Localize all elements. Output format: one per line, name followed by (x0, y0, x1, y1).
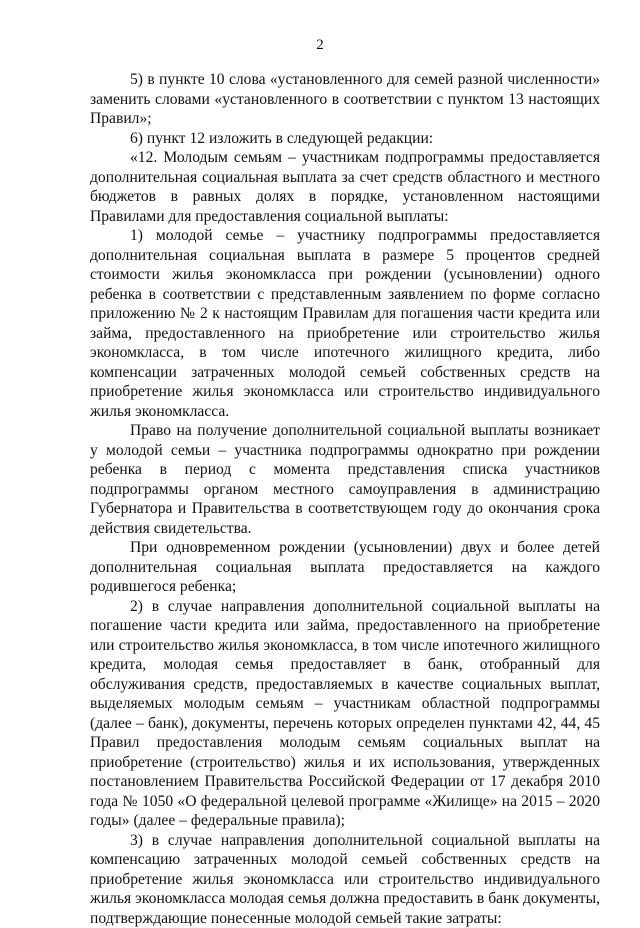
paragraph-right-to-payment: Право на получение дополнительной социальной выплаты возникает у молодой семьи – участника подпрограммы однократно при рождении ребенка в период с момента представления списка участников подпрограммы органом местного самоуправления в администрацию Губернатора и Правительства в соответствующем году до окончания срока действия свидетельства. (90, 421, 600, 538)
paragraph-point-12: «12. Молодым семьям – участникам подпрограммы предоставляется дополнительная социальная выплата за счет средств областного и местного бюджетов в равных долях в порядке, установленном настоящими Правилами для предоставления социальной выплаты: (90, 148, 600, 226)
paragraph-multiple-birth: При одновременном рождении (усыновлении) двух и более детей дополнительная социальная выплата предоставляется на каждого родившегося ребенка; (90, 538, 600, 597)
paragraph-item-5: 5) в пункте 10 слова «установленного для семей разной численности» заменить словами «установленного в соответствии с пунктом 13 настоящих Правил»; (90, 70, 600, 129)
document-body (90, 70, 600, 928)
paragraph-subpoint-1: 1) молодой семье – участнику подпрограммы предоставляется дополнительная социальная выплата в размере 5 процентов средней стоимости жилья экономкласса при рождении (усыновлении) одного ребенка в соответствии с представленным заявлением по форме согласно приложению № 2 к настоящим Правилам для погашения части кредита или займа, предоставленного на приобретение или строительство жилья экономкласса, в том числе ипотечного жилищного кредита, либо компенсации затраченных молодой семьей собственных средств на приобретение жилья экономкласса или строительство индивидуального жилья экономкласса. (90, 226, 600, 421)
paragraph-subpoint-2: 2) в случае направления дополнительной социальной выплаты на погашение части кредита или займа, предоставленного на приобретение или строительство жилья экономкласса, в том числе ипотечного жилищного кредита, молодая семья предоставляет в банк, отобранный для обслуживания средств, предоставляемых в качестве социальных выплат, выделяемых молодым семьям – участникам областной подпрограммы (далее – банк), документы, перечень которых определен пунктами 42, 44, 45 Правил предоставления молодым семьям социальных выплат на приобретение (строительство) жилья и их использования, утвержденных постановлением Правительства Российской Федерации от 17 декабря 2010 года № 1050 «О федеральной целевой программе «Жилище» на 2015 – 2020 годы» (далее – федеральные правила); (90, 597, 600, 831)
paragraph-item-6: 6) пункт 12 изложить в следующей редакции: (90, 129, 600, 149)
paragraph-subpoint-3: 3) в случае направления дополнительной социальной выплаты на компенсацию затраченных молодой семьей собственных средств на приобретение жилья экономкласса или строительство индивидуального жилья экономкласса молодая семья должна предоставить в банк документы, подтверждающие понесенные молодой семьей такие затраты: (90, 831, 600, 928)
page-number: 2 (0, 36, 640, 54)
